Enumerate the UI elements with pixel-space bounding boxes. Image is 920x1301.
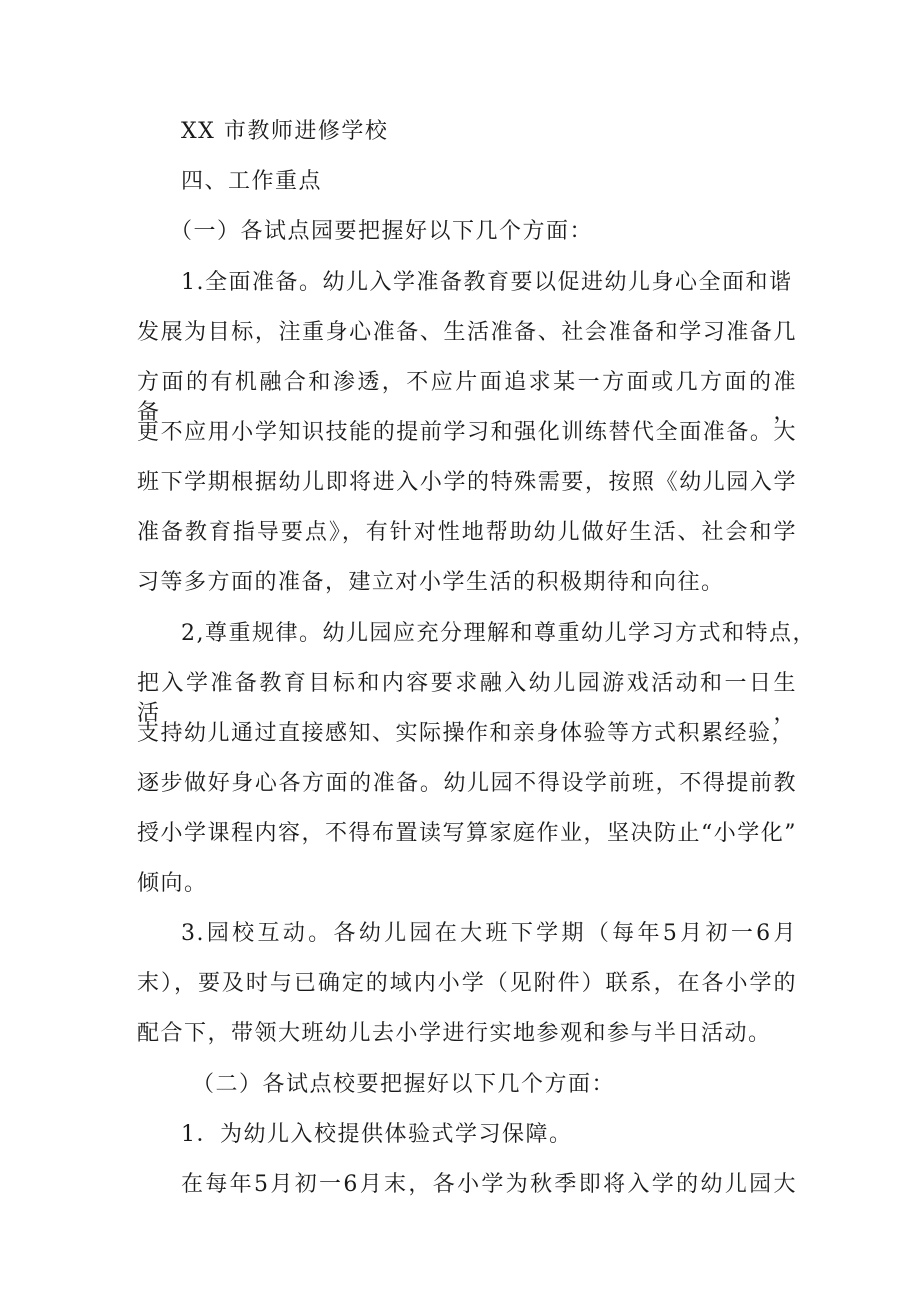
paragraph-line: 更不应用小学知识技能的提前学习和强化训练替代全面准备。大: [137, 420, 797, 445]
section-heading: 四、工作重点: [181, 169, 323, 194]
paragraph-line: 支持幼儿通过直接感知、实际操作和亲身体验等方式积累经验，: [137, 721, 796, 746]
subsection-heading-2: （二）各试点校要把握好以下几个方面：: [192, 1072, 616, 1097]
paragraph-line: 方面的有机融合和渗透，不应片面追求某一方面或几方面的准备，: [137, 370, 797, 425]
paragraph-line: 在每年5月初一6月末，各小学为秋季即将入学的幼儿园大: [181, 1172, 797, 1197]
paragraph-line: 2,尊重规律。幼儿园应充分理解和尊重幼儿学习方式和特点，: [181, 621, 816, 646]
paragraph-line: 授小学课程内容，不得布置读写算家庭作业，坚决防止“小学化”: [137, 821, 797, 846]
paragraph-line: 末），要及时与已确定的域内小学（见附件）联系，在各小学的: [137, 971, 797, 996]
paragraph-line: 习等多方面的准备，建立对小学生活的积极期待和向往。: [137, 570, 725, 595]
paragraph-line: 1.全面准备。幼儿入学准备教育要以促进幼儿身心全面和谐: [181, 270, 793, 295]
paragraph-line: 配合下，带领大班幼儿去小学进行实地参观和参与半日活动。: [137, 1021, 772, 1046]
document-header-line: XX 市教师进修学校: [181, 119, 389, 144]
paragraph-line: 3.园校互动。各幼儿园在大班下学期（每年5月初一6月: [181, 921, 797, 946]
paragraph-line: 倾向。: [137, 871, 208, 896]
paragraph-line: 1．为幼儿入校提供体验式学习保障。: [181, 1122, 573, 1147]
paragraph-line: 班下学期根据幼儿即将进入小学的特殊需要，按照《幼儿园入学: [137, 470, 797, 495]
subsection-heading-1: （一）各试点园要把握好以下几个方面：: [170, 219, 594, 244]
paragraph-line: 逐步做好身心各方面的准备。幼儿园不得设学前班，不得提前教: [137, 771, 797, 796]
paragraph-line: 把入学准备教育目标和内容要求融入幼儿园游戏活动和一日生活，: [137, 671, 797, 726]
paragraph-line: 准备教育指导要点》，有针对性地帮助幼儿做好生活、社会和学: [137, 520, 797, 545]
paragraph-line: 发展为目标，注重身心准备、生活准备、社会准备和学习准备几: [137, 320, 797, 345]
